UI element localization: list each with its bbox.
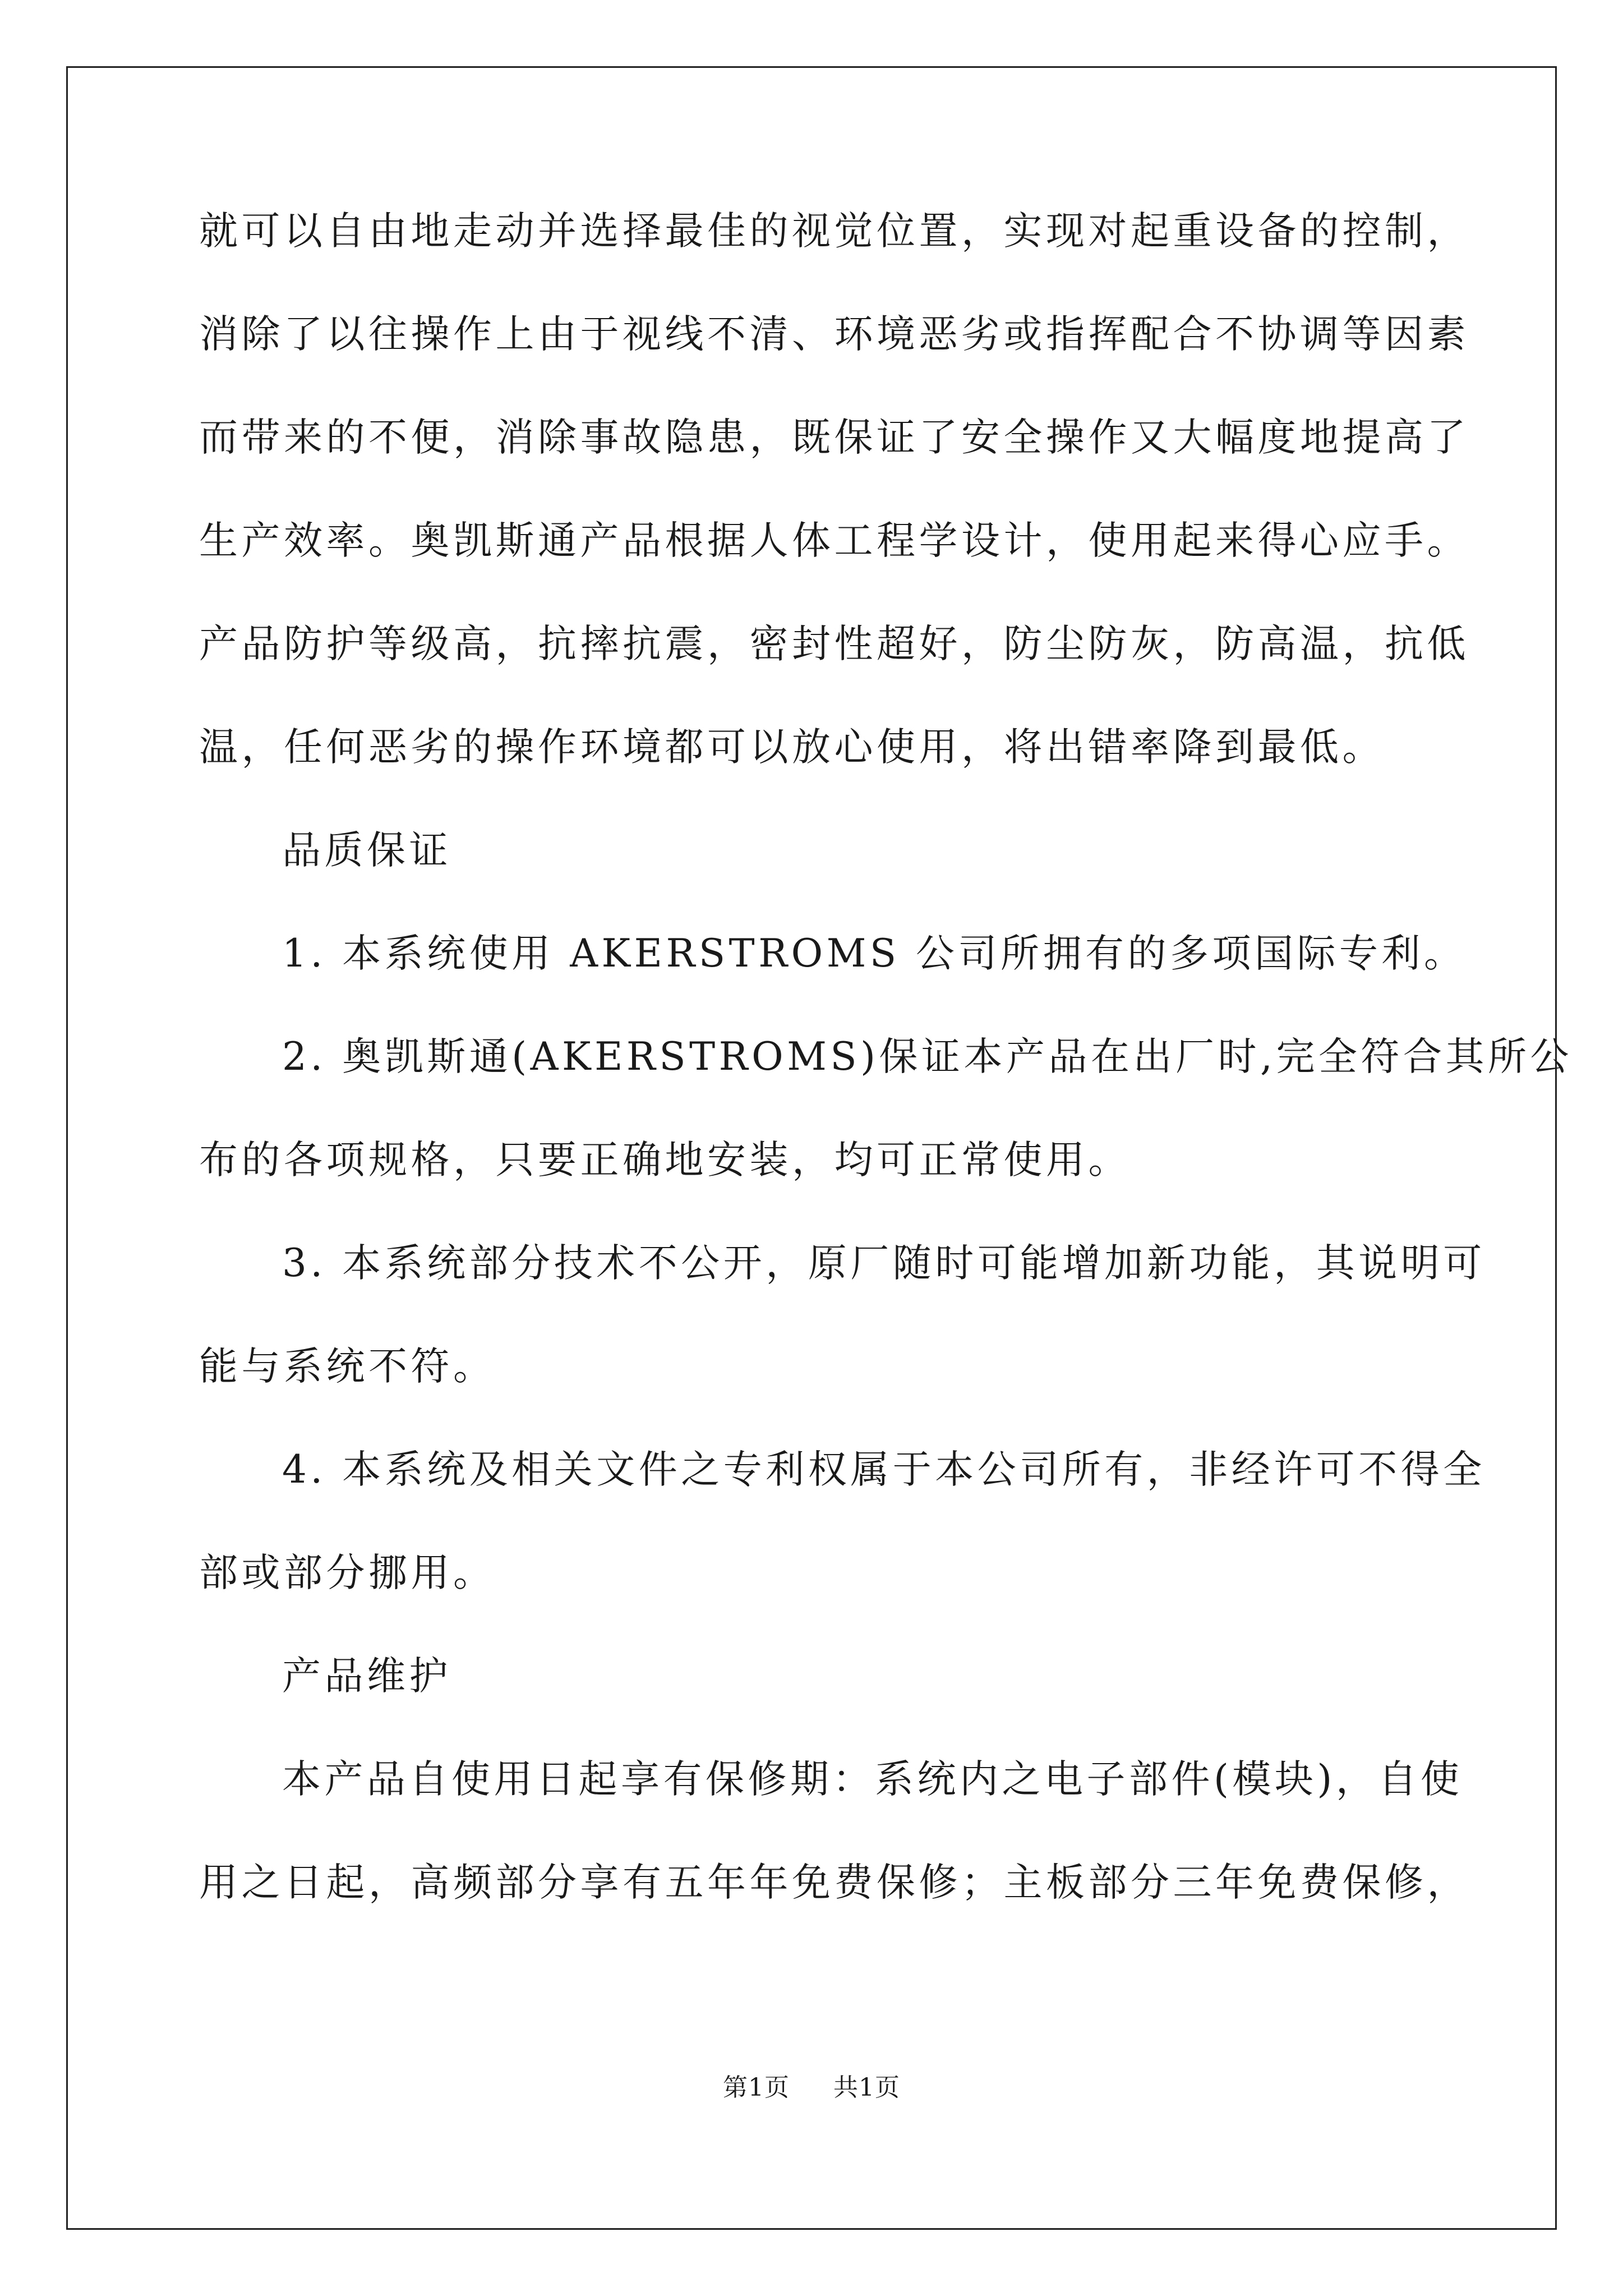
page-footer [0, 2071, 1623, 2105]
body-line: 消除了以往操作上由于视线不清、环境恶劣或指挥配合不协调等因素 [199, 312, 1469, 357]
document-body [199, 203, 1573, 1958]
list-item-2: 2. 奥凯斯通(AKERSTROMS)保证本产品在出厂时,完全符合其所公 [282, 1034, 1573, 1079]
section-heading-maintenance: 产品维护 [282, 1654, 451, 1699]
body-line: 而带来的不便，消除事故隐患，既保证了安全操作又大幅度地提高了 [199, 415, 1469, 460]
list-item-3: 3. 本系统部分技术不公开，原厂随时可能增加新功能，其说明可 [282, 1241, 1486, 1286]
body-line: 产品防护等级高，抗摔抗震，密封性超好，防尘防灰，防高温，抗低 [199, 622, 1469, 666]
page-number-total: 共1页 [833, 2073, 900, 2102]
list-item-4: 4. 本系统及相关文件之专利权属于本公司所有，非经许可不得全 [282, 1447, 1486, 1492]
body-line: 生产效率。奥凯斯通产品根据人体工程学设计，使用起来得心应手。 [199, 518, 1469, 563]
page-number-current: 第1页 [723, 2073, 790, 2102]
body-line: 本产品自使用日起享有保修期：系统内之电子部件(模块)，自使 [282, 1757, 1463, 1802]
body-line: 用之日起，高频部分享有五年年免费保修；主板部分三年免费保修， [199, 1860, 1469, 1905]
list-item-4-continued: 部或部分挪用。 [199, 1550, 496, 1595]
body-line: 温，任何恶劣的操作环境都可以放心使用，将出错率降到最低。 [199, 725, 1385, 770]
body-line: 就可以自由地走动并选择最佳的视觉位置，实现对起重设备的控制， [199, 209, 1469, 254]
list-item-2-continued: 布的各项规格，只要正确地安装，均可正常使用。 [199, 1138, 1131, 1182]
section-heading-quality: 品质保证 [282, 828, 451, 873]
list-item-1: 1. 本系统使用 AKERSTROMS 公司所拥有的多项国际专利。 [282, 931, 1467, 976]
list-item-3-continued: 能与系统不符。 [199, 1344, 496, 1389]
